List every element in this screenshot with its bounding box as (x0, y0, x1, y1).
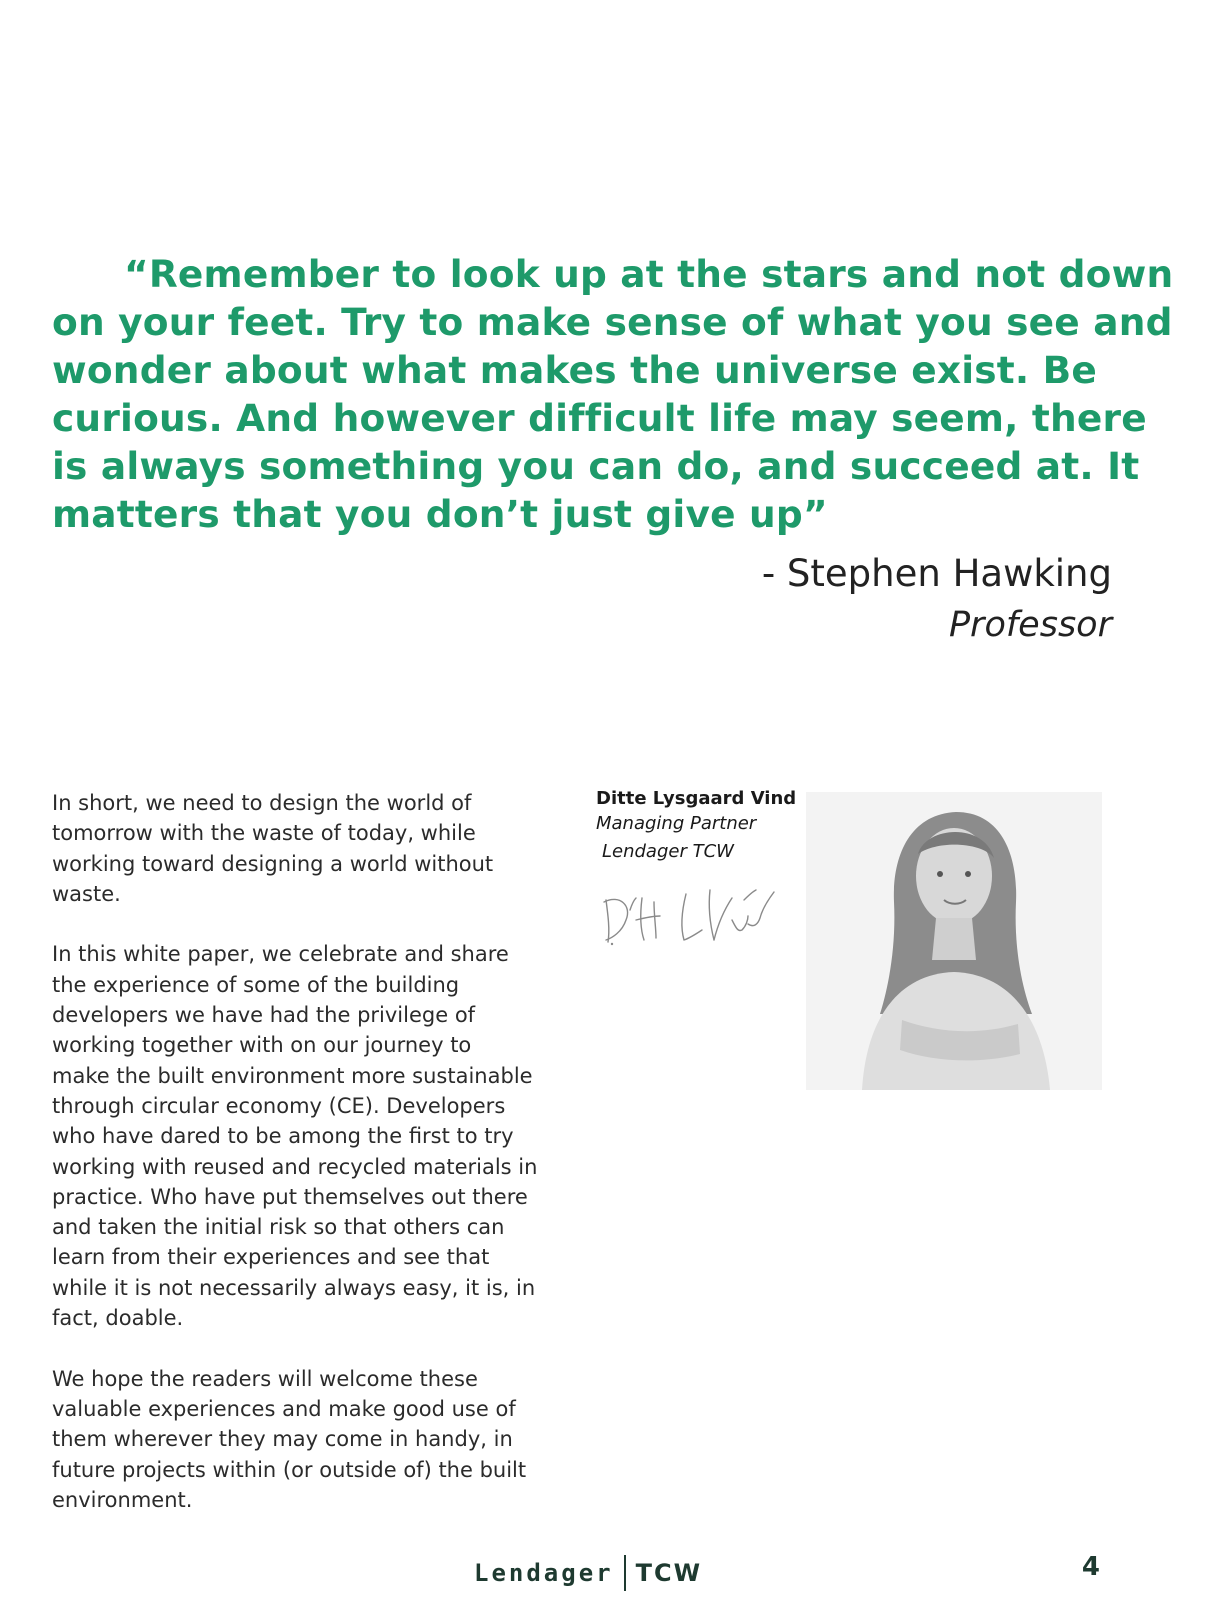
body-line: future projects within (or outside of) the built (52, 1457, 527, 1482)
body-text-column (52, 788, 572, 1545)
signatory-company: Lendager TCW (602, 841, 734, 862)
signatory-block (596, 788, 796, 866)
body-line: while it is not necessarily always easy, it is, in (52, 1275, 536, 1300)
body-line: In short, we need to design the world of (52, 791, 472, 815)
quote-line: “Remember to look up at the stars and not down (124, 252, 1174, 296)
logo-sub-wordmark: TCW (635, 1559, 703, 1587)
handwritten-signature (598, 880, 788, 960)
portrait-image (806, 792, 1102, 1090)
body-line: In this white paper, we celebrate and share (52, 942, 509, 967)
body-line: learn from their experiences and see that (52, 1245, 490, 1270)
quote-line: on your feet. Try to make sense of what you see and (52, 300, 1173, 344)
body-line: make the built environment more sustainable (52, 1063, 533, 1088)
logo-divider (624, 1555, 626, 1591)
body-line: working together with on our journey to (52, 1033, 472, 1058)
quote-line: curious. And however difficult life may seem, there (52, 396, 1147, 440)
portrait-photo (806, 792, 1102, 1090)
body-paragraph (52, 939, 572, 1333)
body-line: who have dared to be among the first to try (52, 1124, 514, 1149)
quote-line: wonder about what makes the universe exist. Be (52, 348, 1098, 392)
body-line: developers we have had the privilege of (52, 1003, 476, 1028)
body-line: through circular economy (CE). Developers (52, 1093, 506, 1118)
quote-line: matters that you don’t just give up” (52, 492, 828, 536)
body-paragraph (52, 1364, 572, 1515)
body-line: working with reused and recycled materials in (52, 1154, 538, 1179)
body-line: tomorrow with the waste of today, while (52, 821, 476, 846)
quote-author-title: Professor (948, 605, 1112, 645)
company-logo (474, 1555, 702, 1591)
body-line: valuable experiences and make good use of (52, 1396, 516, 1421)
signatory-name: Ditte Lysgaard Vind (596, 788, 797, 809)
page-number: 4 (1081, 1552, 1100, 1582)
body-line: the experience of some of the building (52, 972, 460, 997)
body-line: practice. Who have put themselves out there (52, 1184, 528, 1209)
body-line: fact, doable. (52, 1306, 184, 1331)
body-line: working toward designing a world without (52, 851, 494, 876)
quote-line: is always something you can do, and succeed at. It (52, 444, 1140, 488)
body-line: waste. (52, 881, 121, 906)
body-line: environment. (52, 1487, 193, 1512)
body-line: them wherever they may come in handy, in (52, 1427, 513, 1452)
body-paragraph (52, 788, 572, 909)
signatory-role: Managing Partner (596, 813, 757, 834)
body-line: and taken the initial risk so that others can (52, 1215, 505, 1240)
logo-wordmark: Lendager (474, 1559, 614, 1587)
pull-quote (52, 250, 1174, 538)
body-line: We hope the readers will welcome these (52, 1366, 478, 1391)
quote-author: - Stephen Hawking (761, 552, 1112, 595)
